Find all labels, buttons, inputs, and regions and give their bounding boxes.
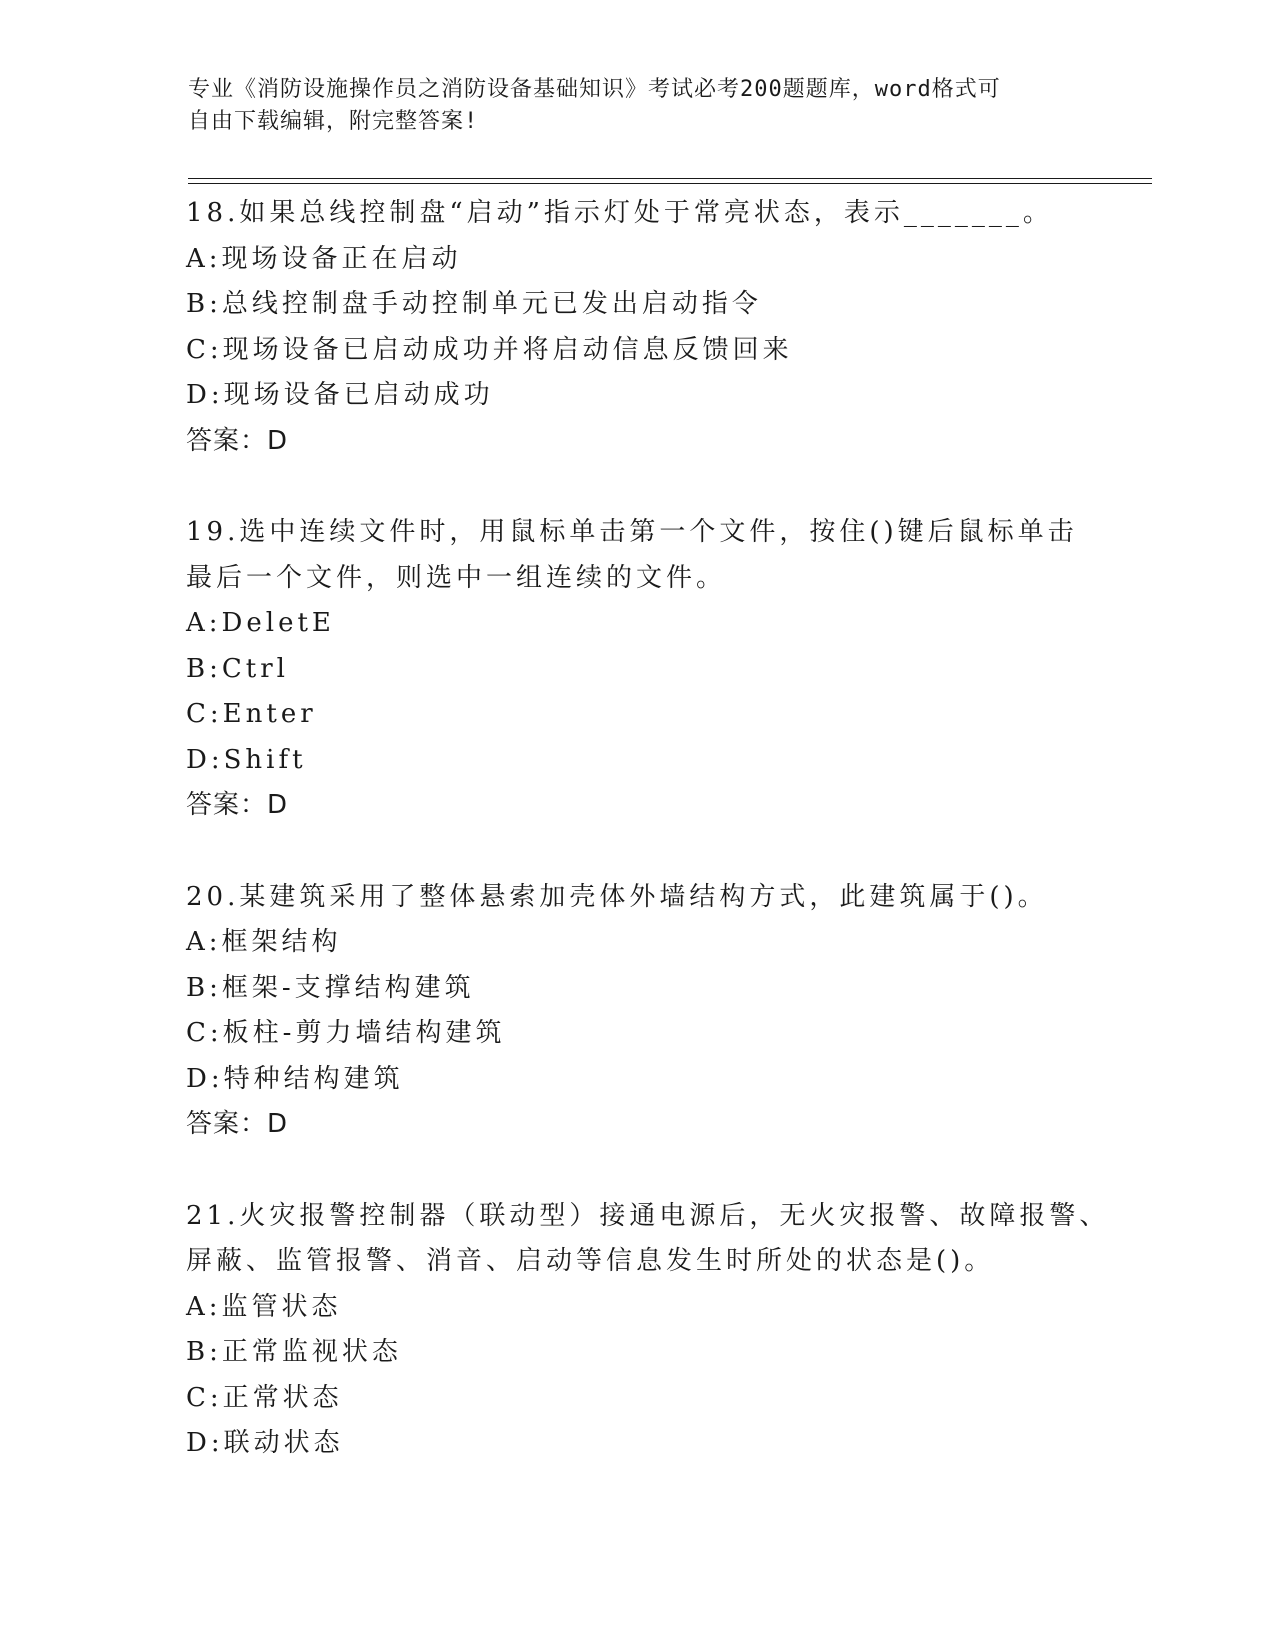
option-d: D:联动状态: [186, 1428, 344, 1458]
header-title-line-1: 专业《消防设施操作员之消防设备基础知识》考试必考200题题库，word格式可: [188, 77, 1001, 102]
question-stem-line-2: 最后一个文件，则选中一组连续的文件。: [186, 562, 727, 593]
answer-label: 答案：D: [186, 1109, 289, 1139]
question-19: [186, 510, 1086, 829]
option-c: C:现场设备已启动成功并将启动信息反馈回来: [186, 334, 793, 365]
header-title-line-2: 自由下载编辑，附完整答案!: [188, 109, 479, 134]
question-stem-line-2: 屏蔽、监管报警、消音、启动等信息发生时所处的状态是()。: [186, 1246, 995, 1276]
option-d: D:特种结构建筑: [186, 1063, 404, 1094]
option-b: B:总线控制盘手动控制单元已发出启动指令: [186, 289, 762, 319]
document-header: [188, 74, 1088, 138]
option-c: C:Enter: [186, 699, 317, 729]
option-a: A:框架结构: [186, 927, 342, 957]
option-a: A:现场设备正在启动: [186, 243, 462, 274]
option-a: A:监管状态: [186, 1291, 342, 1322]
question-stem-line-1: 19.选中连续文件时，用鼠标单击第一个文件，按住()键后鼠标单击: [186, 517, 1078, 547]
answer-label: 答案：D: [186, 790, 289, 820]
option-b: B:Ctrl: [186, 653, 289, 684]
question-20: [186, 875, 1086, 1148]
option-c: C:板柱-剪力墙结构建筑: [186, 1018, 506, 1048]
option-a: A:DeletE: [186, 608, 335, 638]
option-b: B:正常监视状态: [186, 1337, 402, 1367]
question-stem: 20.某建筑采用了整体悬索加壳体外墙结构方式，此建筑属于()。: [186, 881, 1048, 912]
question-21: [186, 1194, 1110, 1467]
option-d: D:Shift: [186, 744, 307, 775]
option-b: B:框架-支撑结构建筑: [186, 972, 475, 1003]
option-c: C:正常状态: [186, 1382, 343, 1413]
answer-label: 答案：D: [186, 425, 289, 456]
header-divider-top: [188, 178, 1152, 179]
question-stem: 18.如果总线控制盘“启动”指示灯处于常亮状态，表示_______。: [186, 198, 1053, 228]
question-list: [186, 191, 1110, 1513]
question-18: [186, 191, 1086, 464]
option-d: D:现场设备已启动成功: [186, 380, 494, 410]
question-stem-line-1: 21.火灾报警控制器（联动型）接通电源后，无火灾报警、故障报警、: [186, 1200, 1110, 1231]
header-divider-bottom: [188, 183, 1152, 184]
